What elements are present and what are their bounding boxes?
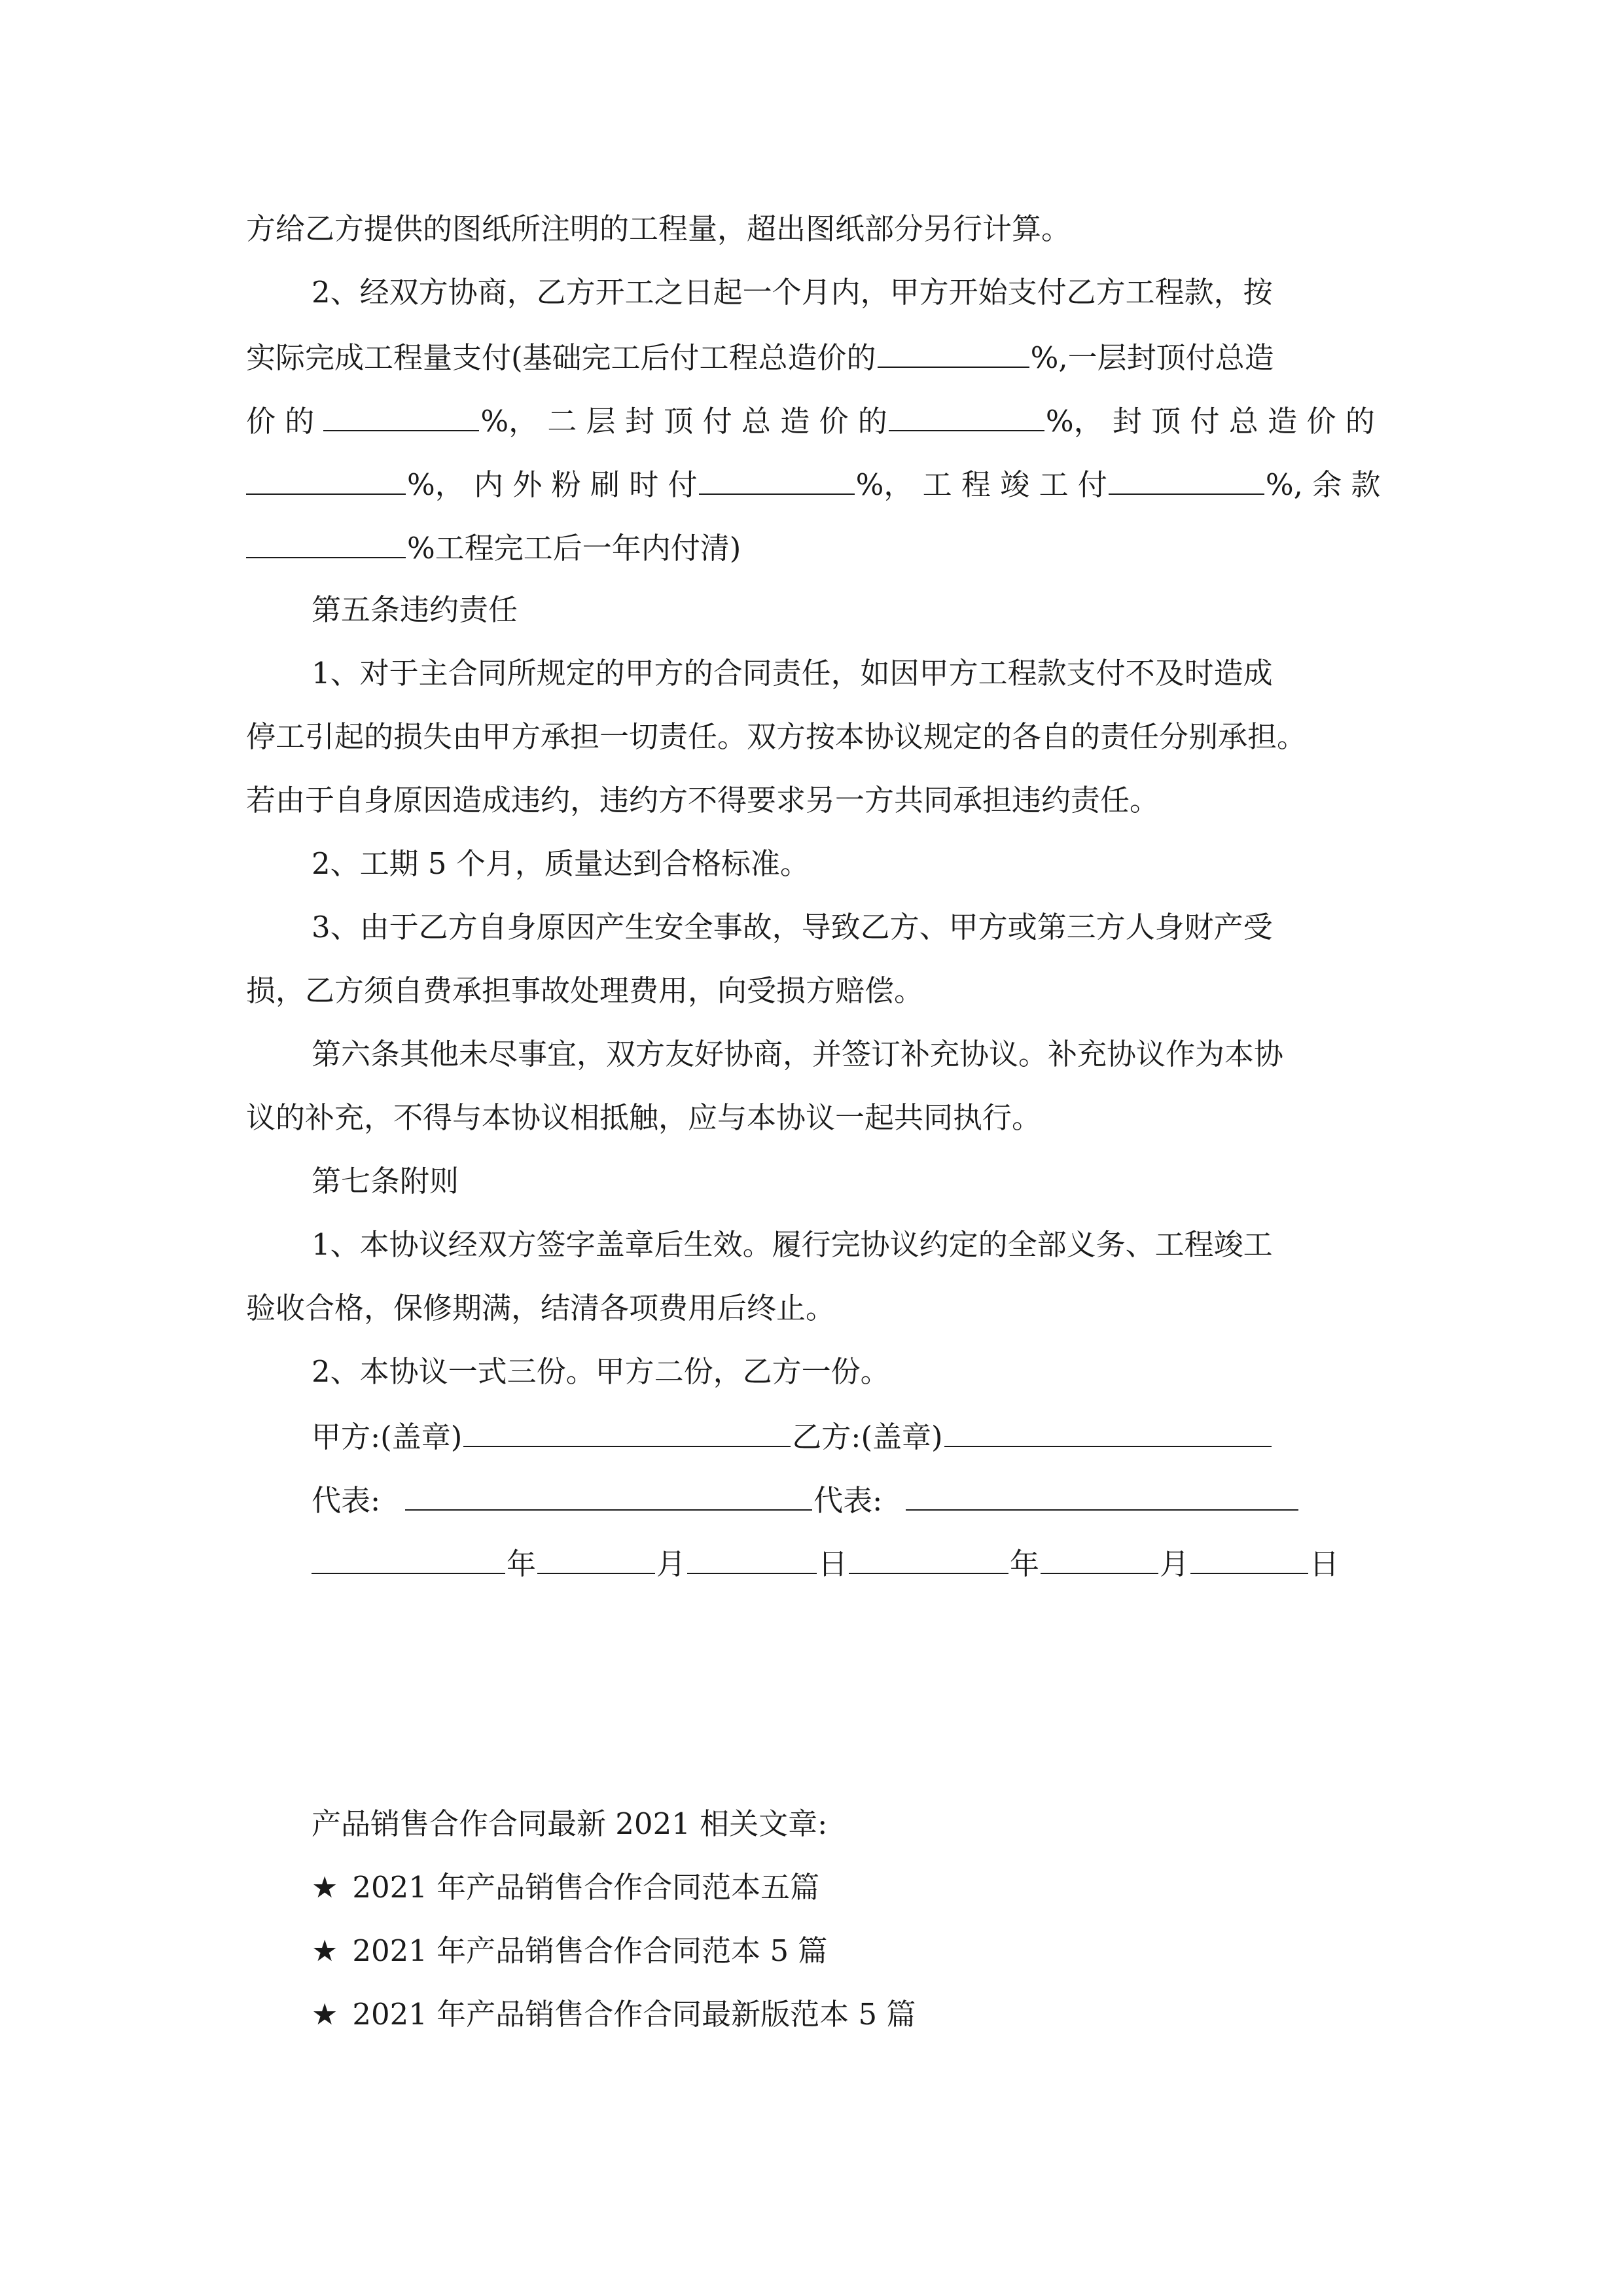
fill-in-blank <box>889 400 1044 431</box>
day-label: 日 <box>1310 1547 1340 1581</box>
text-segment: 价 的 <box>246 404 315 439</box>
signature-line-date <box>312 1543 1339 1584</box>
month-blank <box>1041 1543 1158 1574</box>
related-article-link[interactable] <box>312 1931 827 1971</box>
month-label: 月 <box>656 1547 687 1581</box>
day-blank <box>1190 1543 1308 1574</box>
party-a-seal-label: 甲方:(盖章) <box>312 1420 463 1454</box>
party-a-seal-blank <box>463 1416 791 1447</box>
fill-in-blank <box>878 336 1029 368</box>
party-b-seal-blank <box>944 1416 1272 1447</box>
year-blank <box>312 1543 505 1574</box>
paragraph-line: 第六条其他未尽事宜，双方友好协商，并签订补充协议。补充协议作为本协 <box>312 1037 1284 1071</box>
star-icon: ★ <box>312 1997 338 2032</box>
paragraph-line <box>246 463 1381 505</box>
party-a-rep-label: 代表: <box>312 1483 381 1518</box>
month-blank <box>537 1543 655 1574</box>
party-a-rep-blank <box>405 1479 812 1511</box>
party-b-rep-blank <box>906 1479 1298 1511</box>
text-segment: %,一层封顶付总造 <box>1030 340 1274 375</box>
text-segment: %， 封 顶 付 总 造 价 的 <box>1045 404 1375 439</box>
year-blank <box>849 1543 1008 1574</box>
paragraph-line: 方给乙方提供的图纸所注明的工程量，超出图纸部分另行计算。 <box>246 211 1071 246</box>
paragraph-line: 停工引起的损失由甲方承担一切责任。双方按本协议规定的各自的责任分别承担。 <box>246 719 1307 754</box>
text-segment: 实际完成工程量支付(基础完工后付工程总造价的 <box>246 340 876 375</box>
paragraph-line: 2、本协议一式三份。甲方二份，乙方一份。 <box>312 1354 890 1389</box>
paragraph-line: 2、经双方协商，乙方开工之日起一个月内，甲方开始支付乙方工程款，按 <box>312 275 1273 310</box>
day-blank <box>687 1543 817 1574</box>
year-label: 年 <box>1010 1547 1040 1581</box>
paragraph-line: 若由于自身原因造成违约，违约方不得要求另一方共同承担违约责任。 <box>246 783 1160 817</box>
section-heading: 第七条附则 <box>312 1164 459 1198</box>
text-segment: %工程完工后一年内付清) <box>407 531 741 565</box>
related-article-title[interactable]: 2021 年产品销售合作合同范本五篇 <box>352 1870 820 1905</box>
text-segment: %， 二 层 封 顶 付 总 造 价 的 <box>480 404 887 439</box>
paragraph-line: 验收合格，保修期满，结清各项费用后终止。 <box>246 1291 836 1325</box>
fill-in-blank <box>323 400 479 431</box>
section-heading: 第五条违约责任 <box>312 592 518 627</box>
related-article-link[interactable] <box>312 1868 819 1907</box>
paragraph-line: 议的补充，不得与本协议相抵触，应与本协议一起共同执行。 <box>246 1100 1042 1135</box>
fill-in-blank <box>246 527 406 558</box>
year-label: 年 <box>507 1547 537 1581</box>
party-b-rep-label: 代表: <box>813 1483 883 1518</box>
signature-line-seal <box>312 1416 1273 1457</box>
fill-in-blank <box>1109 463 1264 495</box>
text-segment: %， 内 外 粉 刷 时 付 <box>407 467 698 502</box>
related-article-title[interactable]: 2021 年产品销售合作合同最新版范本 5 篇 <box>352 1997 916 2032</box>
fill-in-blank <box>246 463 406 495</box>
paragraph-line: 1、本协议经双方签字盖章后生效。履行完协议约定的全部义务、工程竣工 <box>312 1227 1273 1262</box>
star-icon: ★ <box>312 1933 338 1968</box>
text-segment: %， 工 程 竣 工 付 <box>855 467 1107 502</box>
star-icon: ★ <box>312 1870 338 1905</box>
paragraph-line: 3、由于乙方自身原因产生安全事故，导致乙方、甲方或第三方人身财产受 <box>312 910 1273 944</box>
paragraph-line <box>246 336 1274 378</box>
signature-line-representative <box>312 1479 1300 1520</box>
month-label: 月 <box>1160 1547 1190 1581</box>
related-article-link[interactable] <box>312 1995 916 2034</box>
party-b-seal-label: 乙方:(盖章) <box>792 1420 943 1454</box>
paragraph-line: 1、对于主合同所规定的甲方的合同责任，如因甲方工程款支付不及时造成 <box>312 656 1273 691</box>
paragraph-line <box>246 527 741 568</box>
paragraph-line <box>246 400 1375 441</box>
related-articles-heading: 产品销售合作合同最新 2021 相关文章: <box>312 1806 828 1841</box>
paragraph-line: 2、工期 5 个月，质量达到合格标准。 <box>312 846 810 881</box>
paragraph-line: 损，乙方须自费承担事故处理费用，向受损方赔偿。 <box>246 973 924 1008</box>
fill-in-blank <box>699 463 855 495</box>
text-segment: %, 余 款 <box>1265 467 1381 502</box>
related-article-title[interactable]: 2021 年产品销售合作合同范本 5 篇 <box>352 1933 828 1968</box>
day-label: 日 <box>818 1547 848 1581</box>
